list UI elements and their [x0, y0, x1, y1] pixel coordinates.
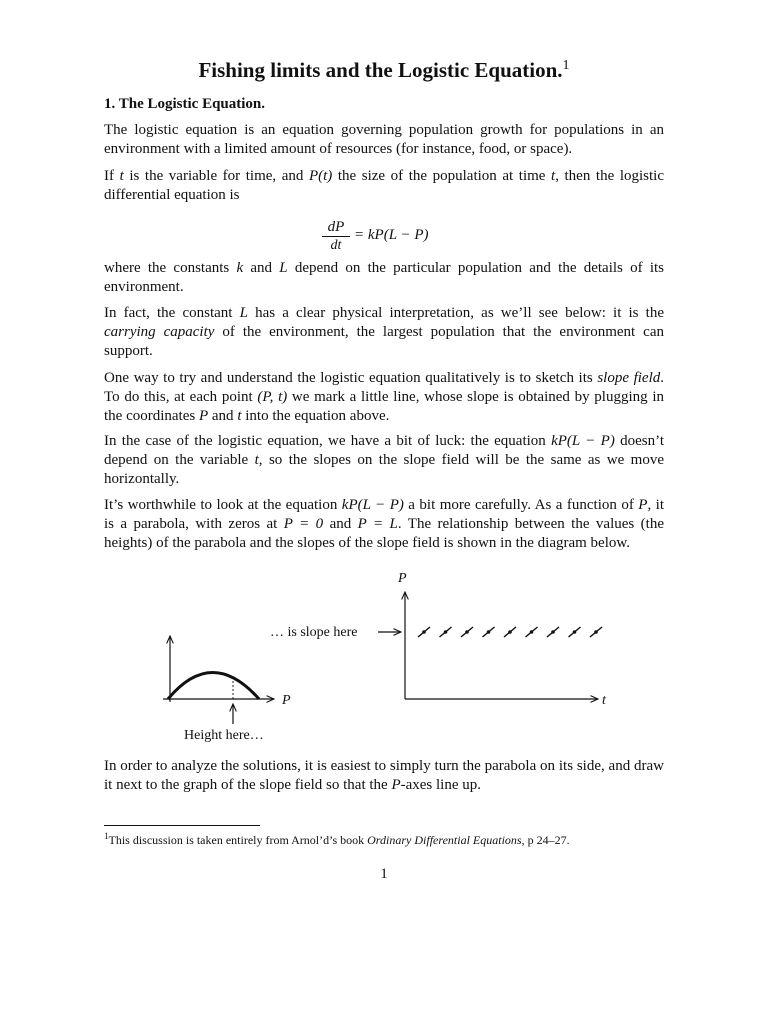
slope-marks: [418, 627, 602, 637]
math-p: P: [391, 777, 401, 793]
paragraph-6: In the case of the logistic equation, we have a bit of luck: the equation kP(L − P) doesn’t depend on the variable t, so the slopes on the slope field will be the same as we move horizontally.: [104, 433, 665, 487]
emphasis-carrying-capacity: carrying capacity: [104, 324, 215, 340]
math-p: P: [198, 408, 209, 424]
slope-mark: [569, 627, 581, 637]
footnote: $^1$This discussion is taken entirely from Arnol’d’s book Ordinary Differential Equations, p 24–27.: [104, 831, 570, 847]
derivative-fraction: [322, 218, 350, 255]
slope-field-diagram: [0, 560, 768, 750]
math-t: t: [237, 408, 242, 424]
footnote-book-title: Ordinary Differential Equations: [367, 833, 522, 847]
math-p-of-t: P(t): [308, 168, 333, 184]
right-axis-label-p: P: [398, 571, 407, 586]
slope-label: … is slope here: [270, 625, 358, 640]
paragraph-1: The logistic equation is an equation governing population growth for populations in an environment with a limited amount of resources (for instance, food, or space).: [104, 122, 664, 157]
height-label: Height here…: [184, 728, 264, 743]
footnote-mark: 1: [104, 831, 109, 841]
paragraph-3: where the constants k and L depend on the particular population and the details of its environment.: [104, 260, 664, 295]
fraction-denominator: dt: [330, 238, 342, 253]
right-axis-label-t: t: [602, 693, 606, 708]
slope-mark: [526, 627, 538, 637]
slope-mark: [590, 627, 602, 637]
slope-mark: [461, 627, 473, 637]
slope-mark: [418, 627, 430, 637]
math-t: t: [119, 168, 124, 184]
title-footnote-mark: 1: [562, 58, 570, 73]
emphasis-slope-field: slope field: [597, 370, 661, 386]
math-k: k: [236, 260, 244, 276]
math-zero-two: P = L: [357, 516, 398, 532]
math-l: L: [239, 305, 248, 321]
paragraph-4: In fact, the constant L has a clear physical interpretation, as we’ll see below: it is the carrying capacity of the environment, the largest population that the environment can support.: [104, 305, 664, 359]
math-expression: kP(L − P): [341, 497, 404, 513]
slope-mark: [547, 627, 559, 637]
equation-rhs: = kP(L − P): [354, 227, 429, 243]
slope-mark: [440, 627, 452, 637]
paragraph-2: If t is the variable for time, and P(t) the size of the population at time t, then the logistic differential equation is: [104, 168, 664, 203]
page-title: [0, 58, 768, 83]
math-expression: kP(L − P): [551, 433, 615, 449]
slope-mark: [483, 627, 495, 637]
math-t: t: [551, 168, 556, 184]
paragraph-5: One way to try and understand the logistic equation qualitatively is to sketch its slope field. To do this, at each point (P, t) we mark a little line, whose slope is obtained by plugging in the coordinates P and t into the equation above.: [104, 370, 665, 424]
math-zero-one: P = 0: [283, 516, 324, 532]
fraction-numerator: dP: [322, 218, 350, 237]
math-t: t: [254, 452, 259, 468]
slope-mark: [504, 627, 516, 637]
section-heading: 1. The Logistic Equation.: [104, 96, 266, 112]
parabola-curve: [168, 673, 259, 700]
page-number: 1: [380, 866, 388, 882]
title-text: Fishing limits and the Logistic Equation.: [198, 58, 563, 82]
left-axis-label-p: P: [282, 693, 291, 708]
math-l: L: [279, 260, 288, 276]
footnote-rule: [104, 825, 260, 826]
logistic-equation: [0, 218, 768, 258]
math-p: P: [638, 497, 648, 513]
math-point: (P, t): [257, 389, 288, 405]
paragraph-8: In order to analyze the solutions, it is easiest to simply turn the parabola on its side, and draw it next to the graph of the slope field so that the P-axes line up.: [104, 758, 664, 793]
paragraph-7: It’s worthwhile to look at the equation kP(L − P) a bit more carefully. As a function of P, it is a parabola, with zeros at P = 0 and P = L. The relationship between the values (the heights) of the parabola and the slopes of the slope field is shown in the diagram below.: [104, 497, 665, 551]
